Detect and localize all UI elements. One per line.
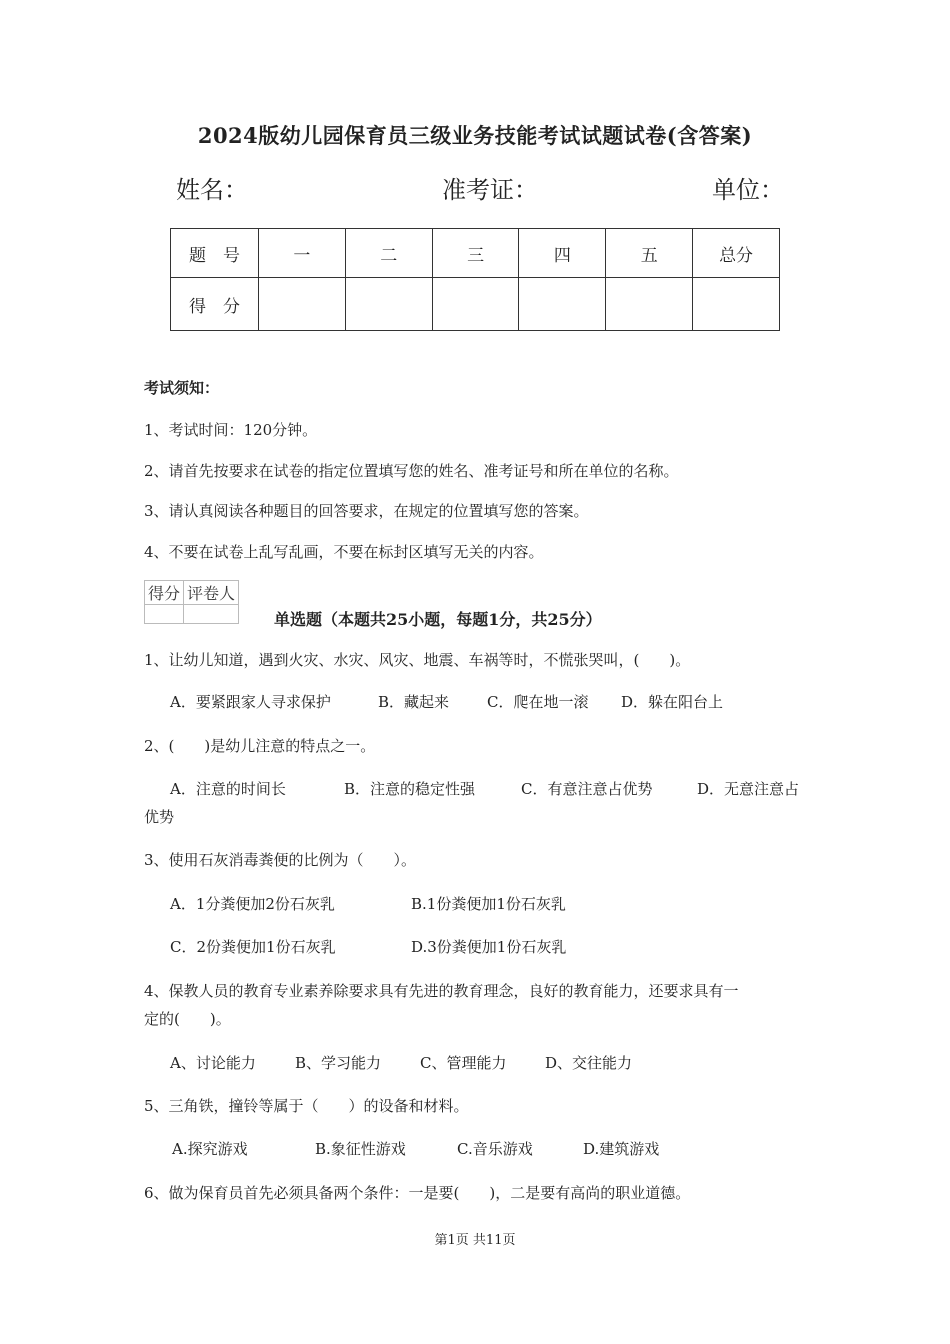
option: D、交往能力 [545,1054,633,1072]
option: C．2份粪便加1份石灰乳 [170,938,336,956]
question-stem: 5、三角铁，撞铃等属于（ ）的设备和材料。 [144,1097,469,1115]
ticket-field-label: 准考证： [442,176,538,204]
notice-item: 3、请认真阅读各种题目的回答要求，在规定的位置填写您的答案。 [144,502,589,520]
option: B．注意的稳定性强 [344,780,476,798]
grader-header-row [145,581,239,605]
option: B.象征性游戏 [315,1140,406,1158]
name-field-label: 姓名： [176,176,248,204]
option: A．1分粪便加2份石灰乳 [170,895,335,913]
option: C．爬在地一滚 [487,693,589,711]
score-header-cell: 四 [519,229,606,278]
section-title: 单选题（本题共25小题，每题1分，共25分） [274,610,602,629]
score-header-cell: 题 号 [171,229,259,278]
score-table-score-row [171,278,780,331]
question-stem: 6、做为保育员首先必须具备两个条件：一是要( )，二是要有高尚的职业道德。 [144,1184,691,1202]
option: C.音乐游戏 [457,1140,533,1158]
option-wrap: 优势 [144,808,175,826]
score-header-cell: 二 [345,229,432,278]
notice-heading: 考试须知： [144,379,220,397]
score-header-cell: 五 [606,229,693,278]
option: D．无意注意占 [697,780,800,798]
notice-item: 4、不要在试卷上乱写乱画，不要在标封区填写无关的内容。 [144,543,544,561]
option: A．注意的时间长 [170,780,286,798]
score-header-cell: 一 [259,229,346,278]
option: B.1份粪便加1份石灰乳 [411,895,566,913]
page-footer: 第1页 共11页 [434,1233,516,1248]
score-row-label: 得 分 [171,278,259,331]
option: C、管理能力 [420,1054,507,1072]
score-cell [259,278,346,331]
grader-score-label: 得分 [145,581,184,605]
option: A．要紧跟家人寻求保护 [170,693,331,711]
notice-item: 1、考试时间：120分钟。 [144,421,318,439]
option: C．有意注意占优势 [521,780,653,798]
question-stem: 2、( )是幼儿注意的特点之一。 [144,737,376,755]
score-cell [693,278,780,331]
question-stem-continued: 定的( )。 [144,1010,231,1028]
score-cell [432,278,519,331]
option: B．藏起来 [378,693,450,711]
score-table [170,228,780,331]
question-stem: 1、让幼儿知道，遇到火灾、水灾、风灾、地震、车祸等时，不慌张哭叫，( )。 [144,651,691,669]
grader-box [144,580,239,624]
score-cell [519,278,606,331]
score-cell [606,278,693,331]
option: B、学习能力 [295,1054,382,1072]
grader-reviewer-cell [184,605,239,624]
score-header-cell: 三 [432,229,519,278]
unit-field-label: 单位： [712,176,784,204]
document-title: 2024版幼儿园保育员三级业务技能考试试题试卷(含答案) [197,123,753,148]
notice-item: 2、请首先按要求在试卷的指定位置填写您的姓名、准考证号和所在单位的名称。 [144,462,679,480]
option: D．躲在阳台上 [621,693,724,711]
question-stem: 4、保教人员的教育专业素养除要求具有先进的教育理念，良好的教育能力，还要求具有一 [144,982,739,1000]
score-cell [345,278,432,331]
question-stem: 3、使用石灰消毒粪便的比例为（ ）。 [144,851,417,869]
option: D.3份粪便加1份石灰乳 [411,938,567,956]
grader-score-cell [145,605,184,624]
score-table-header-row [171,229,780,278]
grader-blank-row [145,605,239,624]
score-header-cell: 总分 [693,229,780,278]
option: A.探究游戏 [172,1140,248,1158]
option: A、讨论能力 [170,1054,256,1072]
option: D.建筑游戏 [583,1140,660,1158]
grader-reviewer-label: 评卷人 [184,581,239,605]
